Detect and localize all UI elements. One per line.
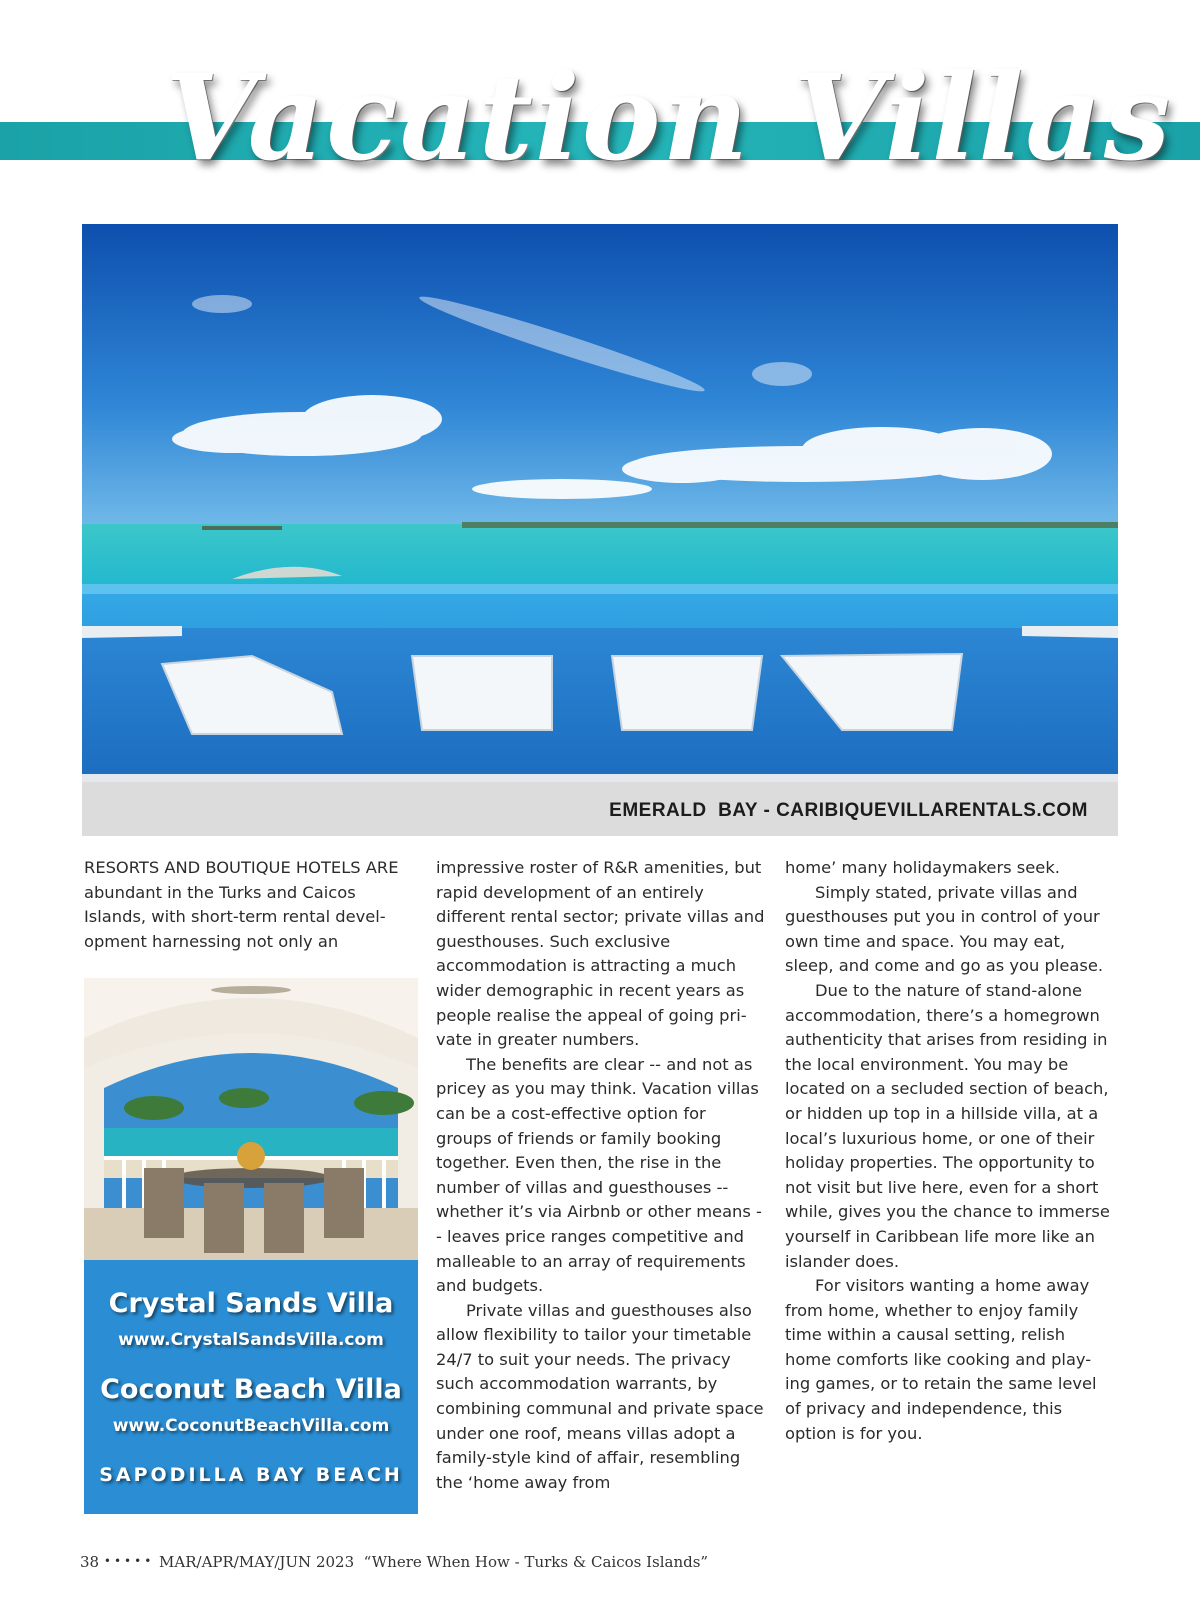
photo-caption: EMERALD BAY - CARIBIQUEVILLARENTALS.COM: [609, 800, 1088, 821]
publication-name: “Where When How - Turks & Caicos Islands”: [363, 1553, 709, 1571]
article-column-3: [785, 856, 1115, 1446]
villa1-url[interactable]: www.CrystalSandsVilla.com: [118, 1330, 384, 1350]
page-footer: [80, 1553, 708, 1571]
page-title: Vacation Villas: [165, 48, 1173, 187]
issue-date: MAR/APR/MAY/JUN 2023: [159, 1553, 355, 1571]
page-number: 38: [80, 1553, 100, 1571]
paragraph: Private villas and guesthouses also allow flexibility to tailor your timetable 24/7 to suit your needs. The privacy such accommodation warrants, by combining communal and private space under one roof, means villas adopt a family-style kind of affair, resembling the ‘home away from: [436, 1300, 764, 1492]
villa2-name: Coconut Beach Villa: [100, 1374, 402, 1405]
patio-photo: [84, 978, 418, 1260]
lead-paragraph: RESORTS AND BOUTIQUE HOTELS ARE abundant in the Turks and Caicos Islands, with short-term rental devel- opment harnessing not only an: [84, 858, 399, 951]
article-column-1: [84, 856, 402, 954]
pool-ocean-illustration: [82, 224, 1118, 836]
hero-photo: [82, 224, 1118, 836]
villa2-url[interactable]: www.CoconutBeachVilla.com: [112, 1416, 390, 1436]
paragraph: home’ many holidaymakers seek.: [785, 858, 1060, 877]
villa-advertisement[interactable]: [84, 978, 418, 1514]
paragraph: Due to the nature of stand-alone accommodation, there’s a homegrown authenticity that arises from residing in the local environment. You may be located on a secluded section of beach, or hidden up top in a hillside villa, at a local’s luxurious home, or one of their holiday properties. The opportunity to not visit but live here, even for a short while, gives you the chance to immerse yourself in Caribbean life more like an islander does.: [785, 980, 1110, 1271]
paragraph: impressive roster of R&R amenities, but rapid development of an entirely different rental sector; private villas and guesthouses. Such exclusive accommodation is attracting a much wider demographic in recent years as people realise the appeal of going pri- vate in greater numbers.: [436, 858, 765, 1050]
footer-dots: •••••: [103, 1554, 155, 1568]
villa1-name: Crystal Sands Villa: [108, 1288, 394, 1319]
photo-caption-bar: [82, 782, 1118, 836]
article-column-2: [436, 856, 766, 1495]
ad-text-panel: [84, 1260, 418, 1514]
paragraph: The benefits are clear -- and not as pricey as you may think. Vacation villas can be a cost-effective option for groups of friends or family booking together. Even then, the rise in the number of villas and guesthouses -- whether it’s via Airbnb or other means -- leaves price ranges competitive and malleable to an array of requirements and budgets.: [436, 1054, 762, 1296]
paragraph: Simply stated, private villas and guesthouses put you in control of your own time and space. You may eat, sleep, and come and go as you please.: [785, 882, 1104, 976]
ad-location: SAPODILLA BAY BEACH: [99, 1464, 403, 1486]
paragraph: For visitors wanting a home away from home, whether to enjoy family time within a causal setting, relish home comforts like cooking and play- ing games, or to retain the same level of privacy and independence, this option is for you.: [785, 1276, 1097, 1443]
